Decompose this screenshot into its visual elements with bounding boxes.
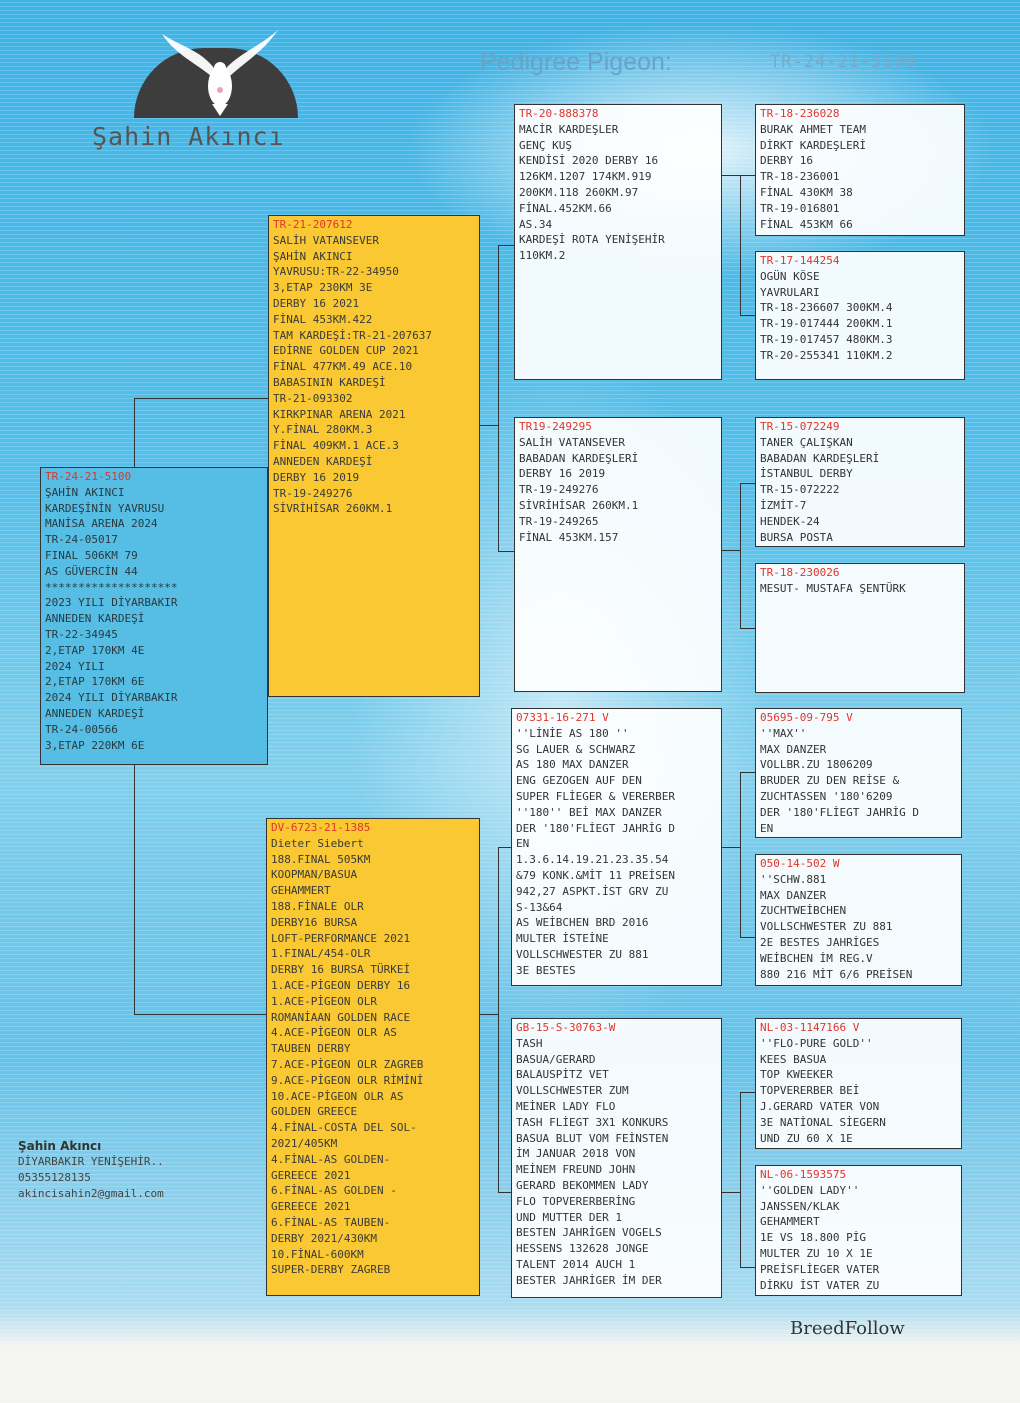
pedigree-line: Y.FİNAL 280KM.3	[273, 423, 373, 437]
pedigree-line: MEİNER LADY FLO	[516, 1099, 616, 1113]
pedigree-line: BABASININ KARDEŞİ	[273, 375, 386, 389]
pedigree-line: 3,ETAP 220KM 6E	[45, 738, 145, 752]
great-grandparent-card-1[interactable]	[755, 104, 965, 236]
pedigree-line: TAUBEN DERBY	[271, 1042, 351, 1056]
card-lines	[760, 122, 960, 233]
connector	[498, 245, 514, 246]
card-lines	[760, 269, 960, 364]
pedigree-line: TR-24-05017	[45, 533, 118, 547]
pedigree-line: ''FLO-PURE GOLD''	[760, 1036, 873, 1050]
title-ring-number: TR-24-21-5100	[770, 52, 917, 72]
pedigree-line: ********************	[45, 580, 178, 594]
pedigree-line: GEHAMMERT	[271, 884, 331, 898]
brand-name: Şahin Akıncı	[92, 122, 285, 151]
pedigree-line: SİVRİHİSAR 260KM.1	[273, 502, 393, 516]
pedigree-line: BESTEN JAHRİGEN VOGELS	[516, 1226, 662, 1240]
pedigree-line: DERBY 2021/430KM	[271, 1231, 377, 1245]
pedigree-line: SUPER-DERBY ZAGREB	[271, 1263, 391, 1277]
ring-number: TR19-249295	[519, 420, 592, 433]
ring-number: NL-06-1593575	[760, 1168, 847, 1181]
pedigree-line: TR-15-072222	[760, 483, 840, 497]
pedigree-line: 3E NATİONAL SİEGERN	[760, 1115, 886, 1129]
pedigree-line: HENDEK-24	[760, 514, 820, 528]
pedigree-line: 1.ACE-PİGEON OLR	[271, 994, 377, 1008]
pedigree-line: VOLLSCHWESTER ZUM	[516, 1084, 629, 1098]
connector	[498, 551, 514, 552]
pedigree-line: UND ZU 60 X 1E	[760, 1131, 853, 1145]
ring-number: TR-15-072249	[760, 420, 840, 433]
pedigree-line: 1E VS 18.800 PİG	[760, 1231, 866, 1245]
pedigree-line: BESTER JAHRİGER İM DER	[516, 1273, 662, 1287]
pedigree-line: VOLLBR.ZU 1806209	[760, 758, 873, 772]
grandparent-card-4[interactable]	[511, 1018, 722, 1298]
pedigree-line: 6.FİNAL-AS GOLDEN -	[271, 1184, 397, 1198]
great-grandparent-card-5[interactable]	[755, 708, 962, 838]
pedigree-line: ŞAHİN AKINCI	[273, 249, 353, 263]
pedigree-line: 2023 YILI DİYARBAKIR	[45, 596, 178, 610]
pedigree-line: 4.FİNAL-COSTA DEL SOL-	[271, 1121, 417, 1135]
pedigree-line: BASUA BLUT VOM FEİNSTEN	[516, 1131, 669, 1145]
pedigree-line: 942,27 ASPKT.İST GRV ZU	[516, 884, 669, 898]
ring-number: 050-14-502 W	[760, 857, 840, 870]
pedigree-line: FİNAL 453KM 66	[760, 217, 853, 231]
pedigree-line: 6.FİNAL-AS TAUBEN-	[271, 1215, 391, 1229]
pedigree-line: BABADAN KARDEŞLERİ	[760, 451, 880, 465]
pedigree-line: FİNAL 430KM 38	[760, 185, 853, 199]
pedigree-line: KOOPMAN/BASUA	[271, 868, 358, 882]
great-grandparent-card-6[interactable]	[755, 854, 962, 986]
pedigree-line: TASH FLİEGT 3X1 KONKURS	[516, 1115, 669, 1129]
pedigree-line: ''GOLDEN LADY''	[760, 1183, 860, 1197]
pedigree-line: &79 KONK.&MİT 11 PREİSEN	[516, 868, 675, 882]
pedigree-line: 7.ACE-PİGEON OLR ZAGREB	[271, 1057, 424, 1071]
subject-card[interactable]	[40, 467, 268, 765]
pedigree-line: AS 180 MAX DANZER	[516, 758, 629, 772]
pedigree-line: GERARD BEKOMMEN LADY	[516, 1178, 649, 1192]
connector	[740, 175, 741, 315]
pedigree-line: KIRKPINAR ARENA 2021	[273, 407, 406, 421]
connector	[722, 550, 740, 551]
pedigree-line: BABADAN KARDEŞLERİ	[519, 451, 639, 465]
pedigree-line: MAX DANZER	[760, 888, 827, 902]
pedigree-line: ''LİNİE AS 180 ''	[516, 726, 629, 740]
breeder-email[interactable]: akincisahin2@gmail.com	[18, 1187, 164, 1200]
dove-icon	[160, 24, 280, 118]
pedigree-line: TR-24-00566	[45, 722, 118, 736]
pedigree-line: TR-22-34945	[45, 627, 118, 641]
breeder-name: Şahin Akıncı	[18, 1139, 102, 1153]
pedigree-line: WEİBCHEN İM REG.V	[760, 951, 873, 965]
pedigree-line: 1.ACE-PİGEON DERBY 16	[271, 978, 411, 992]
pedigree-line: MANİSA ARENA 2024	[45, 517, 158, 531]
pedigree-line: MACİR KARDEŞLER	[519, 122, 619, 136]
great-grandparent-card-4[interactable]	[755, 563, 965, 693]
pedigree-line: Dieter Siebert	[271, 836, 364, 850]
pedigree-line: MEİNEM FREUND JOHN	[516, 1163, 636, 1177]
card-lines	[45, 485, 263, 754]
pedigree-line: BALAUSPİTZ VET	[516, 1068, 609, 1082]
great-grandparent-card-3[interactable]	[755, 417, 965, 547]
pedigree-line: EN	[760, 821, 774, 835]
connector	[134, 398, 268, 399]
pedigree-line: DERBY 16 2021	[273, 296, 360, 310]
pedigree-line: GEREECE 2021	[271, 1168, 351, 1182]
connector	[498, 847, 499, 1192]
pedigree-line: ''MAX''	[760, 726, 807, 740]
pedigree-line: 9.ACE-PİGEON OLR RİMİNİ	[271, 1073, 424, 1087]
card-lines	[760, 726, 957, 837]
pedigree-line: LOFT-PERFORMANCE 2021	[271, 931, 411, 945]
pedigree-line: EN	[516, 837, 530, 851]
pedigree-line: MULTER ZU 10 X 1E	[760, 1246, 873, 1260]
dam-card[interactable]	[266, 818, 480, 1296]
pedigree-line: 1.FINAL/454-OLR	[271, 947, 371, 961]
pedigree-line: KEES BASUA	[760, 1052, 827, 1066]
pedigree-line: SALİH VATANSEVER	[273, 233, 379, 247]
connector	[134, 1014, 268, 1015]
great-grandparent-card-8[interactable]	[755, 1165, 962, 1296]
pedigree-line: ''180'' BEİ MAX DANZER	[516, 805, 662, 819]
card-lines	[519, 122, 717, 264]
pedigree-line: ZUCHTASSEN '180'6209	[760, 789, 893, 803]
pedigree-line: ANNEDEN KARDEŞİ	[45, 612, 145, 626]
great-grandparent-card-2[interactable]	[755, 251, 965, 380]
card-lines	[516, 726, 717, 979]
pedigree-line: TR-19-249276	[519, 483, 599, 497]
pedigree-line: ANNEDEN KARDEŞİ	[273, 454, 373, 468]
pedigree-line: GEHAMMERT	[760, 1215, 820, 1229]
ring-number: DV-6723-21-1385	[271, 821, 371, 834]
connector	[722, 1192, 740, 1193]
pedigree-line: 126KM.1207 174KM.919	[519, 170, 652, 184]
pedigree-line: PREİSFLİEGER VATER	[760, 1262, 880, 1276]
pedigree-line: SUPER FLİEGER & VERERBER	[516, 789, 675, 803]
pedigree-line: 3E BESTES	[516, 963, 576, 977]
pedigree-line: 188.FİNALE OLR	[271, 899, 364, 913]
card-lines	[760, 1183, 957, 1294]
pedigree-line: DERBY 16 2019	[519, 467, 606, 481]
connector	[740, 315, 755, 316]
pedigree-line: TALENT 2014 AUCH 1	[516, 1257, 636, 1271]
connector	[740, 628, 755, 629]
ring-number: TR-20-888378	[519, 107, 599, 120]
pedigree-line: BRUDER ZU DEN REİSE &	[760, 774, 900, 788]
pedigree-line: SİVRİHİSAR 260KM.1	[519, 498, 639, 512]
pedigree-line: YAVRULARI	[760, 285, 820, 299]
connector	[740, 772, 755, 773]
ring-number: 07331-16-271 V	[516, 711, 609, 724]
pedigree-line: 200KM.118 260KM.97	[519, 185, 639, 199]
pedigree-line: MAX DANZER	[760, 742, 827, 756]
pedigree-line: ROMANİAAN GOLDEN RACE	[271, 1010, 411, 1024]
pedigree-line: TR-19-017457 480KM.3	[760, 332, 893, 346]
pedigree-line: TAM KARDEŞİ:TR-21-207637	[273, 328, 432, 342]
pedigree-line: DERBY 16 BURSA TÜRKEİ	[271, 963, 411, 977]
pedigree-line: TR-18-236001	[760, 170, 840, 184]
pedigree-line: DERBY16 BURSA	[271, 915, 358, 929]
pedigree-line: DERBY 16 2019	[273, 470, 360, 484]
pedigree-line: VOLLSCHWESTER ZU 881	[516, 947, 649, 961]
connector	[740, 1267, 755, 1268]
pedigree-line: TASH	[516, 1036, 543, 1050]
pedigree-line: MULTER İSTEİNE	[516, 932, 609, 946]
connector	[740, 483, 741, 628]
sire-card[interactable]	[268, 215, 480, 697]
connector	[740, 175, 755, 176]
pedigree-line: GEREECE 2021	[271, 1200, 351, 1214]
pedigree-line: GENÇ KUŞ	[519, 138, 572, 152]
connector	[498, 245, 499, 551]
connector	[740, 1092, 741, 1267]
pedigree-line: AS GÜVERCİN 44	[45, 564, 138, 578]
pedigree-line: FLO TOPVERERBERİNG	[516, 1194, 636, 1208]
ring-number: NL-03-1147166 V	[760, 1021, 860, 1034]
pedigree-line: MESUT- MUSTAFA ŞENTÜRK	[760, 581, 906, 595]
card-lines	[516, 1036, 717, 1289]
pedigree-line: DER '180'FLİEGT JAHRİG D	[516, 821, 675, 835]
pedigree-line: DER '180'FLİEGT JAHRİG D	[760, 805, 919, 819]
pedigree-line: 2021/405KM	[271, 1136, 338, 1150]
connector	[740, 772, 741, 937]
pedigree-line: TR-19-249265	[519, 514, 599, 528]
pedigree-line: DERBY 16	[760, 154, 813, 168]
pedigree-line: ZUCHTWEİBCHEN	[760, 904, 847, 918]
pedigree-line: BURAK AHMET TEAM	[760, 122, 866, 136]
great-grandparent-card-7[interactable]	[755, 1018, 962, 1149]
pedigree-line: BASUA/GERARD	[516, 1052, 596, 1066]
ring-number: TR-18-236028	[760, 107, 840, 120]
pedigree-line: SALİH VATANSEVER	[519, 435, 625, 449]
pedigree-line: KARDEŞİ ROTA YENİŞEHİR	[519, 233, 665, 247]
pedigree-line: YAVRUSU:TR-22-34950	[273, 265, 399, 279]
pedigree-line: FİNAL 453KM.422	[273, 312, 373, 326]
card-lines	[271, 836, 475, 1278]
pedigree-line: SG LAUER & SCHWARZ	[516, 742, 636, 756]
grandparent-card-2[interactable]	[514, 417, 722, 692]
pedigree-line: TOPVERERBER BEİ	[760, 1084, 860, 1098]
pedigree-line: ANNEDEN KARDEŞİ	[45, 706, 145, 720]
card-lines	[760, 581, 960, 597]
pedigree-line: 2,ETAP 170KM 6E	[45, 675, 145, 689]
pedigree-line: DİRKU İST VATER ZU	[760, 1278, 880, 1292]
pedigree-line: 2024 YILI DİYARBAKIR	[45, 691, 178, 705]
pedigree-line: 2E BESTES JAHRİGES	[760, 935, 880, 949]
card-lines	[760, 1036, 957, 1147]
pedigree-line: FİNAL.452KM.66	[519, 201, 612, 215]
pedigree-line: JANSSEN/KLAK	[760, 1199, 840, 1213]
pedigree-line: ENG GEZOGEN AUF DEN	[516, 774, 642, 788]
pedigree-line: TR-21-093302	[273, 391, 353, 405]
pedigree-line: ŞAHİN AKINCI	[45, 485, 125, 499]
ring-number: GB-15-S-30763-W	[516, 1021, 616, 1034]
pedigree-line: UND MUTTER DER 1	[516, 1210, 622, 1224]
footer-brand: BreedFollow	[790, 1318, 905, 1339]
card-lines	[273, 233, 475, 517]
pedigree-line: TR-19-249276	[273, 486, 353, 500]
pedigree-line: BURSA POSTA	[760, 530, 833, 544]
connector	[722, 847, 740, 848]
pedigree-line: VOLLSCHWESTER ZU 881	[760, 920, 893, 934]
pedigree-line: FINAL 506KM 79	[45, 548, 138, 562]
pedigree-line: 3,ETAP 230KM 3E	[273, 281, 373, 295]
ring-number: TR-24-21-5100	[45, 470, 132, 483]
pedigree-line: AS.34	[519, 217, 553, 231]
pedigree-line: 10.FİNAL-600KM	[271, 1247, 364, 1261]
pedigree-line: İSTANBUL DERBY	[760, 467, 853, 481]
pedigree-line: DİRKT KARDEŞLERİ	[760, 138, 866, 152]
connector	[740, 1092, 755, 1093]
pedigree-line: TR-18-236607 300KM.4	[760, 301, 893, 315]
pedigree-line: FİNAL 477KM.49 ACE.10	[273, 360, 413, 374]
grandparent-card-1[interactable]	[514, 104, 722, 380]
pedigree-line: S-13&64	[516, 900, 563, 914]
pedigree-line: ''SCHW.881	[760, 872, 827, 886]
pedigree-line: TR-19-017444 200KM.1	[760, 317, 893, 331]
pedigree-line: 4.FİNAL-AS GOLDEN-	[271, 1152, 391, 1166]
ring-number: TR-17-144254	[760, 254, 840, 267]
pedigree-line: İZMİT-7	[760, 498, 807, 512]
pedigree-line: 1.3.6.14.19.21.23.35.54	[516, 853, 669, 867]
pedigree-line: İM JANUAR 2018 VON	[516, 1147, 636, 1161]
ring-number: 05695-09-795 V	[760, 711, 853, 724]
ring-number: TR-21-207612	[273, 218, 353, 231]
connector	[480, 425, 498, 426]
connector	[722, 175, 740, 176]
card-lines	[760, 872, 957, 983]
pedigree-line: J.GERARD VATER VON	[760, 1099, 880, 1113]
pedigree-line: EDİRNE GOLDEN CUP 2021	[273, 344, 419, 358]
pedigree-line: FİNAL 409KM.1 ACE.3	[273, 439, 399, 453]
breeder-contact	[18, 1138, 164, 1202]
connector	[740, 483, 755, 484]
breeder-phone: 05355128135	[18, 1171, 91, 1184]
pedigree-line: 10.ACE-PİGEON OLR AS	[271, 1089, 404, 1103]
pedigree-line: 110KM.2	[519, 249, 566, 263]
pedigree-line: 4.ACE-PİGEON OLR AS	[271, 1026, 397, 1040]
ring-number: TR-18-230026	[760, 566, 840, 579]
pedigree-line: GOLDEN GREECE	[271, 1105, 358, 1119]
pedigree-line: HESSENS 132628 JONGE	[516, 1242, 649, 1256]
pedigree-line: 880 216 MİT 6/6 PREİSEN	[760, 967, 913, 981]
pedigree-line: TOP KWEEKER	[760, 1068, 833, 1082]
connector	[740, 937, 755, 938]
grandparent-card-3[interactable]	[511, 708, 722, 986]
pedigree-line: KARDEŞİNİN YAVRUSU	[45, 501, 165, 515]
card-lines	[760, 435, 960, 546]
connector	[480, 1014, 498, 1015]
card-lines	[519, 435, 717, 546]
pedigree-line: OGÜN KÖSE	[760, 269, 820, 283]
pedigree-line: TR-20-255341 110KM.2	[760, 348, 893, 362]
pedigree-line: TR-19-016801	[760, 201, 840, 215]
page-title: Pedigree Pigeon:	[480, 48, 672, 76]
pedigree-line: FİNAL 453KM.157	[519, 530, 619, 544]
pedigree-line: AS WEİBCHEN BRD 2016	[516, 916, 649, 930]
pedigree-line: 188.FINAL 505KM	[271, 852, 371, 866]
pedigree-line: KENDİSİ 2020 DERBY 16	[519, 154, 659, 168]
breeder-address: DİYARBAKIR YENİŞEHİR..	[18, 1155, 164, 1168]
pedigree-line: 2,ETAP 170KM 4E	[45, 643, 145, 657]
pedigree-line: 2024 YILI	[45, 659, 105, 673]
pedigree-line: TANER ÇALIŞKAN	[760, 435, 853, 449]
